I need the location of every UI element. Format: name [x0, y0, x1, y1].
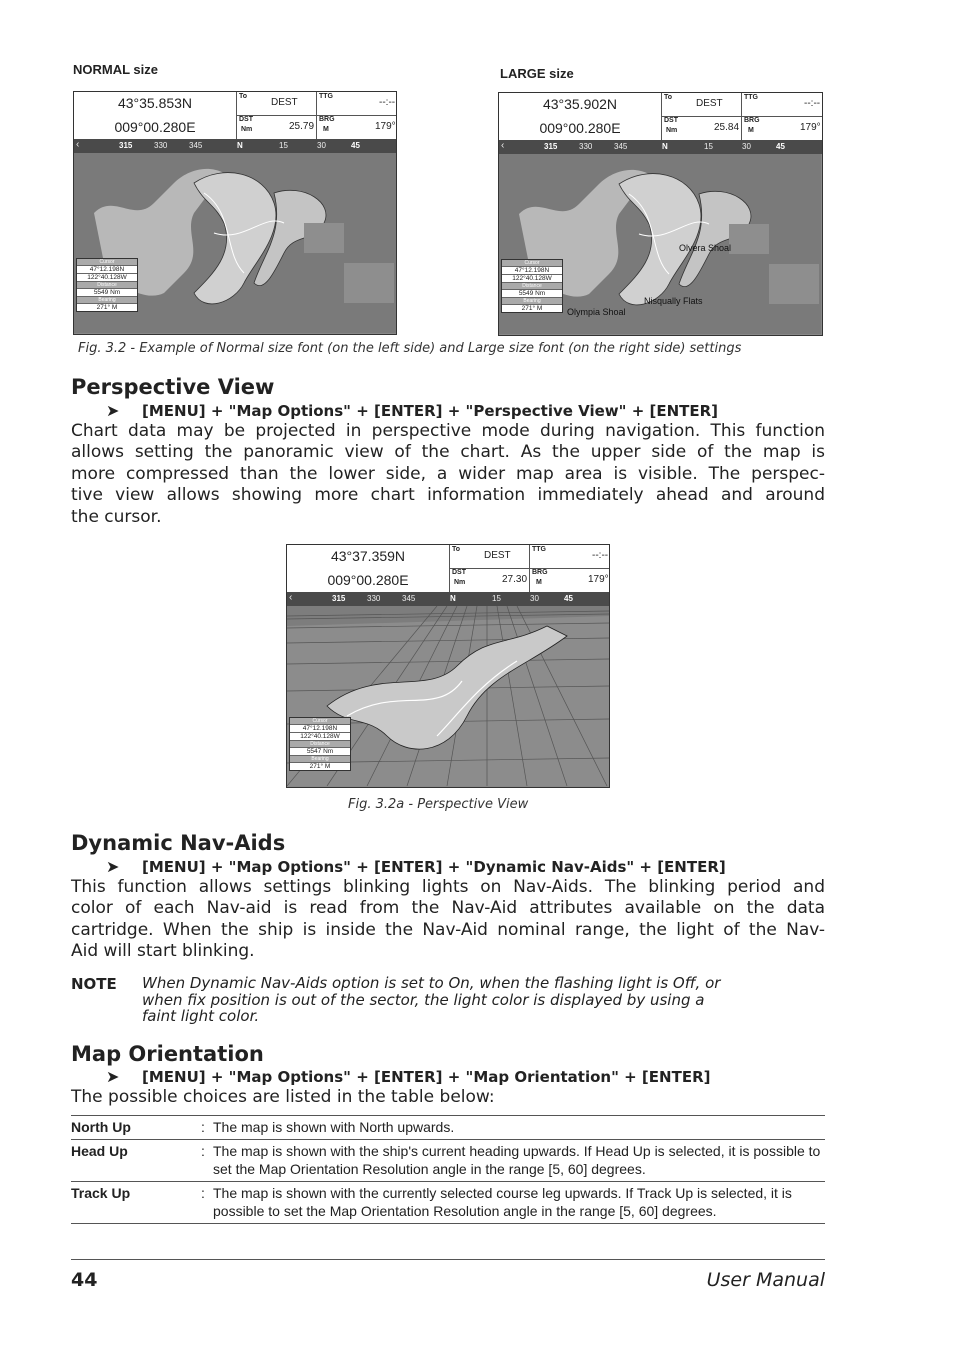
large-size-chart-screenshot: [498, 92, 823, 336]
cursor-latitude: 47°12.198N: [290, 725, 350, 733]
compass-tick-label: 15: [279, 141, 288, 150]
brg-unit: M: [323, 126, 329, 133]
orientation-desc: The map is shown with the ship's current heading upwards. If Head Up is selected, it is possible to set the Map Orientation Resolution angle in the range [5, 60] degrees.: [213, 1140, 825, 1182]
cursor-longitude: 122°40.128W: [290, 733, 350, 741]
dst-unit: Nm: [454, 579, 466, 586]
perspective-line: more compressed than the lower side, a wider map area is visible. The perspec-: [71, 463, 825, 484]
figure-3-2a-caption: Fig. 3.2a - Perspective View: [348, 797, 529, 812]
dst-unit: Nm: [241, 126, 253, 133]
perspective-view-chart-screenshot: [286, 544, 610, 788]
cursor-label: Cursor: [502, 260, 562, 267]
to-label: To: [239, 93, 248, 100]
compass-tick-label: N: [450, 594, 456, 603]
ttg-cell: [316, 92, 397, 116]
large-size-label: LARGE size: [500, 66, 574, 81]
compass-tick-label: 30: [742, 142, 751, 151]
navigation-data-header: [74, 92, 396, 140]
bearing-label: Bearing: [77, 297, 137, 304]
chevron-left-icon: ‹: [289, 592, 293, 603]
figure-3-2-caption: Fig. 3.2 - Example of Normal size font (on the left side) and Large size font (on the right side) settings: [78, 341, 742, 356]
navaids-line: color of each Nav-aid is read from the Nav-Aid attributes available on the data: [71, 898, 825, 919]
to-value: DEST: [484, 550, 511, 561]
dst-value: 25.84: [714, 122, 740, 133]
bearing-value: 271° M: [309, 763, 331, 770]
brg-cell: [316, 115, 397, 139]
distance-value: 5549 Nm: [77, 289, 137, 297]
orientation-intro: The possible choices are listed in the table below:: [71, 1087, 495, 1107]
cursor-longitude: 122°40.128W: [502, 275, 562, 283]
dst-unit: Nm: [666, 127, 678, 134]
section-title-map-orientation: Map Orientation: [71, 1042, 264, 1066]
compass-tick-label: N: [662, 142, 668, 151]
ttg-cell: [741, 93, 822, 117]
footer-rule: [71, 1259, 825, 1260]
compass-tick-label: 315: [119, 141, 133, 150]
compass-tick-label: 330: [154, 141, 168, 150]
colon: :: [201, 1140, 213, 1182]
to-cell: [661, 93, 742, 117]
perspective-line: the cursor.: [71, 506, 162, 527]
note-text: [142, 975, 720, 1025]
orientation-desc: The map is shown with the currently selected course leg upwards. If Track Up is selected, it is possible to set the Map Orientation Resolution angle in the range [5, 60] degrees.: [213, 1182, 825, 1224]
ttg-value: --:--: [592, 550, 609, 561]
perspective-line: Chart data may be projected in perspective mode during navigation. This function: [71, 421, 825, 441]
map-place-label: Nisqually Flats: [644, 296, 703, 306]
latitude-readout: 43°35.902N: [542, 96, 618, 112]
chevron-left-icon: ‹: [501, 140, 505, 151]
compass-tick-label: 330: [579, 142, 593, 151]
latitude-readout: 43°35.853N: [117, 95, 193, 111]
table-row: [71, 1140, 825, 1182]
colon: :: [201, 1116, 213, 1140]
brg-label: BRG: [319, 116, 335, 123]
distance-label: Distance: [290, 741, 350, 748]
footer-title: User Manual: [706, 1269, 825, 1291]
distance-value: 5549 Nm: [502, 290, 562, 298]
bearing-label: Bearing: [290, 756, 350, 763]
note-line: faint light color.: [142, 1007, 260, 1025]
dst-cell: [661, 116, 742, 140]
dst-value: 25.79: [289, 121, 315, 132]
latitude-readout: 43°37.359N: [330, 548, 406, 564]
distance-value: 5547 Nm: [290, 748, 350, 756]
navaids-command-text: [MENU] + "Map Options" + [ENTER] + "Dynamic Nav-Aids" + [ENTER]: [142, 858, 726, 876]
to-label: To: [452, 546, 461, 553]
navaids-line: cartridge. When the ship is inside the Nav-Aid nominal range, the light of the Nav-: [71, 919, 825, 940]
to-label: To: [664, 94, 673, 101]
table-row: [71, 1182, 825, 1224]
brg-unit: M: [748, 127, 754, 134]
cursor-info-panel: [76, 258, 138, 312]
navigation-data-header: [287, 545, 609, 593]
section-title-dynamic-nav-aids: Dynamic Nav-Aids: [71, 831, 286, 855]
brg-unit: M: [536, 579, 542, 586]
note-label: NOTE: [71, 975, 117, 993]
table-row: [71, 1116, 825, 1140]
compass-tick-label: 315: [544, 142, 558, 151]
compass-bar: [287, 592, 609, 606]
bearing-value: 271° M: [521, 305, 543, 312]
compass-tick-label: 345: [614, 142, 628, 151]
orientation-name: North Up: [71, 1116, 201, 1140]
navaids-command: [106, 857, 726, 876]
orientation-desc: The map is shown with North upwards.: [213, 1116, 825, 1140]
bearing-label: Bearing: [502, 298, 562, 305]
ttg-cell: [529, 545, 610, 569]
chevron-right-icon: ➤: [106, 857, 120, 876]
brg-value: 179°: [588, 574, 609, 585]
compass-tick-label: N: [237, 141, 243, 150]
compass-tick-label: 15: [492, 594, 501, 603]
brg-value: 179°: [375, 121, 396, 132]
brg-label: BRG: [532, 569, 548, 576]
navaids-body: [71, 877, 825, 963]
compass-tick-label: 30: [530, 594, 539, 603]
compass-tick-label: 45: [564, 594, 573, 603]
longitude-readout: 009°00.280E: [327, 572, 409, 588]
dst-label: DST: [664, 117, 678, 124]
ttg-label: TTG: [532, 546, 546, 553]
distance-label: Distance: [77, 282, 137, 289]
cursor-info-panel: [289, 717, 351, 771]
longitude-readout: 009°00.280E: [114, 119, 196, 135]
brg-value: 179°: [800, 122, 821, 133]
map-place-label: Olvera Shoal: [679, 243, 732, 253]
note-line: when fix position is out of the sector, the light color is displayed by using a: [142, 990, 705, 1009]
cursor-latitude: 47°12.198N: [502, 267, 562, 275]
compass-bar: [499, 140, 822, 154]
perspective-line: tive view allows showing more chart information immediately ahead and around: [71, 485, 825, 506]
compass-tick-label: 315: [332, 594, 346, 603]
navaids-line: This function allows settings blinking lights on Nav-Aids. The blinking period and: [71, 877, 825, 897]
compass-tick-label: 45: [351, 141, 360, 150]
compass-tick-label: 45: [776, 142, 785, 151]
map-place-label: Olympia Shoal: [567, 307, 626, 317]
orientation-table: [71, 1115, 825, 1224]
cursor-longitude: 122°40.128W: [77, 274, 137, 282]
dst-value: 27.30: [502, 574, 528, 585]
longitude-readout: 009°00.280E: [539, 120, 621, 136]
orientation-command-text: [MENU] + "Map Options" + [ENTER] + "Map Orientation" + [ENTER]: [142, 1068, 711, 1086]
perspective-body: [71, 421, 825, 528]
to-cell: [236, 92, 317, 116]
to-value: DEST: [696, 98, 723, 109]
cursor-info-panel: [501, 259, 563, 313]
cursor-label: Cursor: [77, 259, 137, 266]
normal-size-label: NORMAL size: [73, 62, 158, 77]
navaids-line: Aid will start blinking.: [71, 941, 255, 962]
cursor-label: Cursor: [290, 718, 350, 725]
section-title-perspective-view: Perspective View: [71, 375, 275, 399]
to-cell: [449, 545, 530, 569]
ttg-value: --:--: [804, 98, 821, 109]
normal-size-chart-screenshot: [73, 91, 397, 335]
perspective-command-text: [MENU] + "Map Options" + [ENTER] + "Perspective View" + [ENTER]: [142, 402, 719, 420]
cursor-latitude: 47°12.198N: [77, 266, 137, 274]
bearing-value: 271° M: [96, 304, 118, 311]
compass-bar: [74, 139, 396, 153]
dst-cell: [236, 115, 317, 139]
compass-tick-label: 30: [317, 141, 326, 150]
orientation-name: Track Up: [71, 1182, 201, 1224]
chevron-right-icon: ➤: [106, 401, 120, 420]
dst-label: DST: [239, 116, 253, 123]
orientation-name: Head Up: [71, 1140, 201, 1182]
page-number: 44: [71, 1269, 98, 1291]
compass-tick-label: 345: [402, 594, 416, 603]
chevron-right-icon: ➤: [106, 1067, 120, 1086]
ttg-label: TTG: [744, 94, 758, 101]
note-line: When Dynamic Nav-Aids option is set to On, when the flashing light is Off, or: [142, 974, 721, 992]
compass-tick-label: 330: [367, 594, 381, 603]
distance-label: Distance: [502, 283, 562, 290]
navigation-data-header: [499, 93, 822, 141]
colon: :: [201, 1182, 213, 1224]
ttg-label: TTG: [319, 93, 333, 100]
chevron-left-icon: ‹: [76, 139, 80, 150]
orientation-command: [106, 1067, 711, 1086]
dst-cell: [449, 568, 530, 592]
dst-label: DST: [452, 569, 466, 576]
brg-cell: [529, 568, 610, 592]
compass-tick-label: 345: [189, 141, 203, 150]
brg-cell: [741, 116, 822, 140]
ttg-value: --:--: [379, 97, 396, 108]
brg-label: BRG: [744, 117, 760, 124]
perspective-line: allows setting the panoramic view of the chart. As the upper side of the map is: [71, 442, 825, 463]
to-value: DEST: [271, 97, 298, 108]
perspective-command: [106, 401, 719, 420]
compass-tick-label: 15: [704, 142, 713, 151]
